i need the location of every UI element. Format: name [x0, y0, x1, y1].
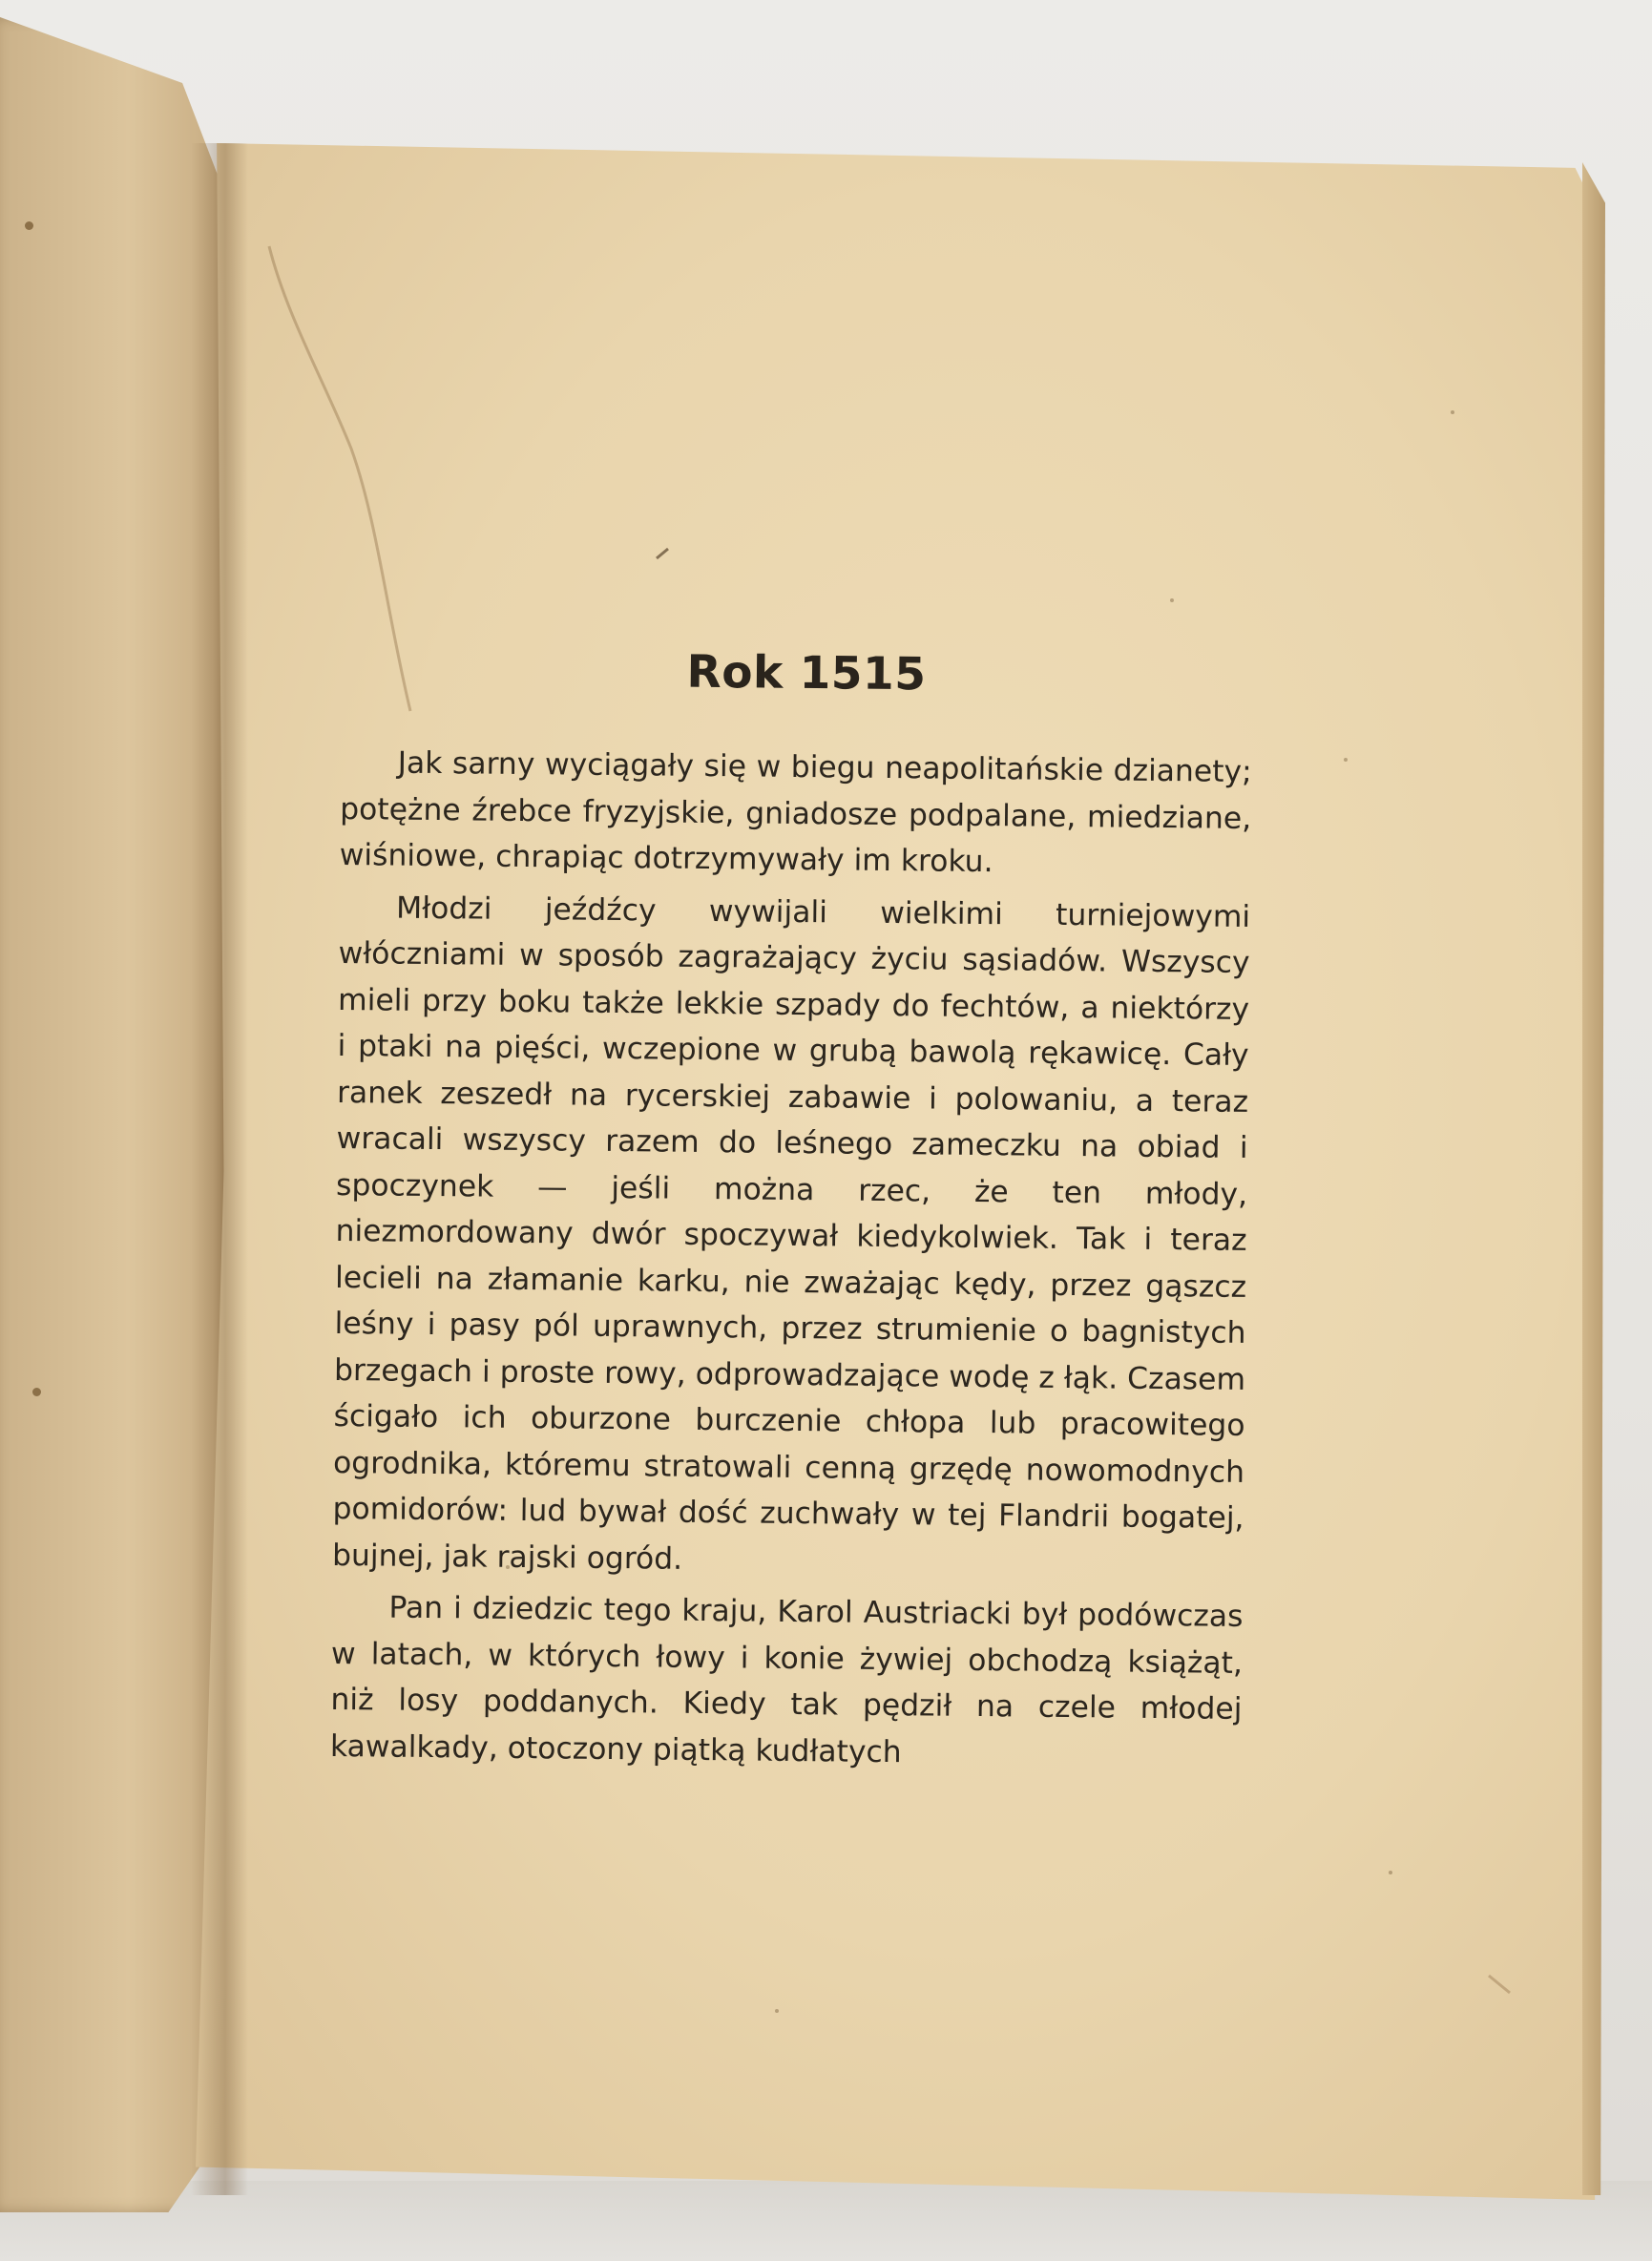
body-text: [330, 740, 1252, 1785]
paper-fleck: [1389, 1871, 1392, 1874]
left-page-speck: [25, 221, 33, 230]
paper-fleck: [775, 2009, 779, 2013]
left-page-speck: [32, 1388, 41, 1396]
paragraph: Pan i dziedzic tego kraju, Karol Austriacki był podówczas w latach, w których łowy i konie żywiej obchodzą książąt, niż losy poddanych. Kiedy tak pędził na czele młodej kawalkady, otoczony piątką kudłatych: [329, 1590, 1244, 1769]
paper-fleck: [1344, 758, 1348, 762]
paragraph: Młodzi jeźdźcy wywijali wielkimi turniejowymi włóczniami w sposób zagrażający życiu sąsiadów. Wszyscy mieli przy boku także lekkie szpady do fechtów, a niektórzy i ptaki na pięści, wczepione w grubą bawolą rękawicę. Cały ranek zeszedł na rycerskiej zabawie i polowaniu, a teraz wracali wszyscy razem do leśnego zameczku na obiad i spoczynek — jeśli można rzec, że ten młody, niezmordowany dwór spoczywał kiedykolwiek. Tak i teraz lecieli na złamanie karku, nie zważając kędy, przez gąszcz leśny i pasy pól uprawnych, przez strumienie o bagnistych brzegach i proste rowy, odprowadzające wodę z łąk. Czasem ścigało ich oburzone burczenie chłopa lub pracowitego ogrodnika, któremu stratowali cenną grzędę nowomodnych pomidorów: lud bywał dość zuchwały w tej Flandrii bogatej, bujnej, jak rajski ogród.: [331, 890, 1251, 1577]
chapter-title: Rok 1515: [686, 645, 927, 701]
paper-fleck: [1451, 410, 1454, 414]
gutter-shadow: [191, 143, 248, 2195]
paper-fleck: [1170, 598, 1174, 602]
paragraph: Jak sarny wyciągały się w biegu neapolitańskie dzianety; potężne źrebce fryzyjskie, gniadosze podpalane, miedziane, wiśniowe, chrapiąc dotrzymywały im kroku.: [339, 745, 1252, 880]
